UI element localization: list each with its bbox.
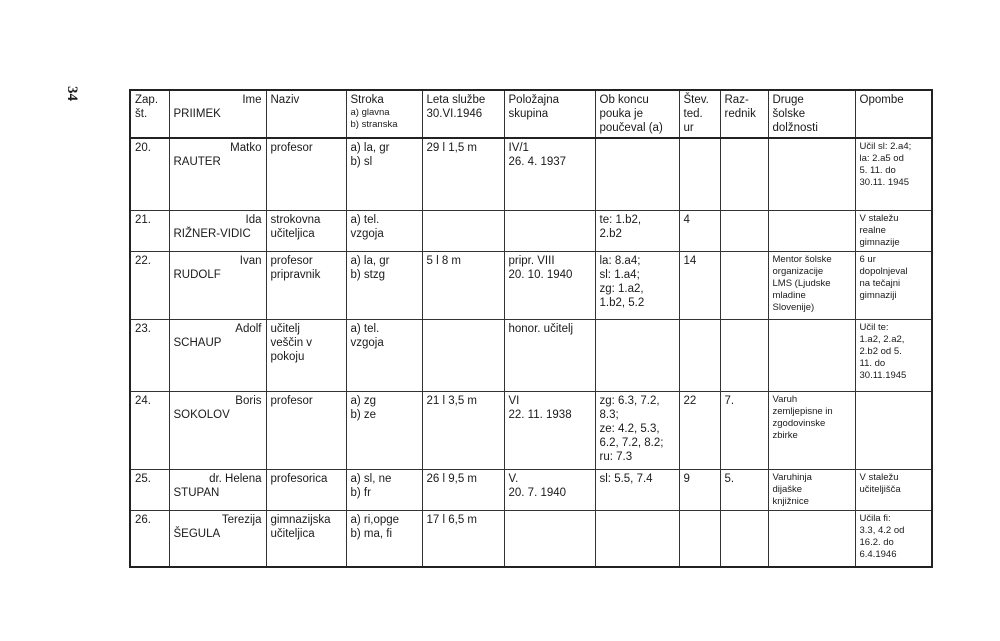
duty-line: knjižnice — [772, 495, 809, 507]
title-line: učiteljica — [270, 227, 315, 240]
note-line: učiteljišča — [859, 483, 901, 495]
cell-name — [169, 510, 266, 567]
cell-group — [504, 251, 595, 319]
cell-field — [346, 319, 422, 391]
cell-duties — [768, 319, 855, 391]
cell-group — [504, 210, 595, 251]
table-row — [130, 469, 932, 510]
title-line: učitelj — [270, 322, 300, 335]
group-line: V. — [508, 472, 519, 485]
title-line: profesor — [270, 142, 313, 154]
header-group: Položajna skupina — [504, 90, 595, 138]
header-notes: Opombe — [855, 90, 932, 138]
duty-line: organizacije — [772, 265, 824, 277]
cell-field — [346, 469, 422, 510]
cell-classteacher — [720, 510, 768, 567]
taught-line: la: 8.a4; — [599, 254, 641, 267]
cell-name — [169, 319, 266, 391]
group-line: VI — [508, 394, 520, 407]
cell-notes — [855, 319, 932, 391]
group-line: 22. 11. 1938 — [508, 408, 572, 421]
cell-title — [266, 469, 346, 510]
cell-taught — [595, 319, 679, 391]
note-line: 16.2. do — [859, 536, 894, 548]
cell-service: 29 l 1,5 m — [422, 138, 504, 210]
field-line: a) la, gr — [350, 254, 390, 267]
group-line: 20. 10. 1940 — [508, 268, 573, 281]
cell-classteacher — [720, 319, 768, 391]
first-name: Boris — [235, 394, 262, 407]
cell-duties — [768, 210, 855, 251]
duty-line: Varuhinja — [772, 471, 812, 483]
first-name: dr. Helena — [209, 472, 262, 485]
cell-hours: 9 — [679, 469, 720, 510]
group-line: honor. učitelj — [508, 322, 574, 335]
duty-line: mladine — [772, 289, 806, 301]
cell-field — [346, 138, 422, 210]
table-row — [130, 138, 932, 210]
note-line: Učil te: — [859, 321, 889, 333]
taught-line: te: 1.b2, — [599, 213, 642, 226]
cell-num: 22. — [130, 251, 169, 319]
header-field: Stroka a) glavna b) stranska — [346, 90, 422, 138]
note-line: 11. do — [859, 357, 886, 369]
first-name: Terezija — [221, 513, 262, 526]
table-row — [130, 319, 932, 391]
taught-line: ze: 4.2, 5.3, — [599, 422, 660, 435]
cell-service: 5 l 8 m — [422, 251, 504, 319]
cell-notes — [855, 391, 932, 469]
field-line: a) sl, ne — [350, 472, 392, 485]
group-line: 20. 7. 1940 — [508, 486, 567, 499]
note-line: V staležu — [859, 212, 899, 224]
note-line: 30.11.1945 — [859, 369, 907, 381]
cell-hours: 22 — [679, 391, 720, 469]
cell-group — [504, 319, 595, 391]
field-line: b) sl — [350, 156, 373, 168]
cell-service: 17 l 6,5 m — [422, 510, 504, 567]
cell-hours: 4 — [679, 210, 720, 251]
cell-service: 26 l 9,5 m — [422, 469, 504, 510]
header-service: Leta službe 30.VI.1946 — [422, 90, 504, 138]
note-line: 6.4.1946 — [859, 548, 897, 560]
table-row — [130, 251, 932, 319]
last-name: RUDOLF — [173, 268, 221, 281]
note-line: 3.3, 4.2 od — [859, 524, 905, 536]
page-number: 34 — [64, 86, 80, 101]
cell-classteacher — [720, 210, 768, 251]
note-line: realne — [859, 224, 886, 236]
taught-line: 6.2, 7.2, 8.2; — [599, 436, 664, 449]
cell-group — [504, 391, 595, 469]
group-line: pripr. VIII — [508, 254, 555, 267]
field-line: vzgoja — [350, 336, 384, 349]
field-line: b) fr — [350, 486, 371, 499]
cell-field — [346, 210, 422, 251]
cell-num: 24. — [130, 391, 169, 469]
table-row — [130, 210, 932, 251]
note-line: dopolnjeval — [859, 265, 908, 277]
title-line: veščin v — [270, 336, 313, 349]
cell-field — [346, 251, 422, 319]
last-name: RAUTER — [173, 156, 221, 168]
cell-taught — [595, 138, 679, 210]
field-line: b) ma, fi — [350, 527, 393, 540]
cell-duties — [768, 469, 855, 510]
first-name: Matko — [230, 142, 262, 154]
duty-line: zbirke — [772, 429, 798, 441]
group-line: IV/1 — [508, 142, 529, 154]
cell-duties — [768, 391, 855, 469]
header-hours: Štev. ted. ur — [679, 90, 720, 138]
cell-duties — [768, 510, 855, 567]
field-line: a) la, gr — [350, 142, 390, 154]
field-line: b) stzg — [350, 268, 386, 281]
cell-name — [169, 391, 266, 469]
cell-title — [266, 210, 346, 251]
cell-field — [346, 391, 422, 469]
cell-notes — [855, 469, 932, 510]
note-line: na tečajni — [859, 277, 901, 289]
note-line: 5. 11. do — [859, 165, 896, 176]
cell-taught — [595, 469, 679, 510]
cell-notes — [855, 210, 932, 251]
first-name: Adolf — [235, 322, 262, 335]
duty-line: LMS (Ljudske — [772, 277, 831, 289]
cell-taught — [595, 510, 679, 567]
cell-taught — [595, 251, 679, 319]
cell-hours: 14 — [679, 251, 720, 319]
cell-group — [504, 510, 595, 567]
cell-taught — [595, 210, 679, 251]
field-line: vzgoja — [350, 227, 384, 240]
last-name: STUPAN — [173, 486, 220, 499]
taught-line: 2.b2 — [599, 227, 622, 240]
staff-register-table — [129, 89, 933, 568]
cell-hours — [679, 138, 720, 210]
cell-hours — [679, 510, 720, 567]
duty-line: Mentor šolske — [772, 253, 832, 265]
note-line: gimnaziji — [859, 289, 897, 301]
taught-line: ru: 7.3 — [599, 450, 633, 463]
cell-name — [169, 251, 266, 319]
note-line: 1.a2, 2.a2, — [859, 333, 905, 345]
first-name: Ida — [245, 213, 262, 226]
cell-classteacher: 7. — [720, 391, 768, 469]
duty-line: zgodovinske — [772, 417, 826, 429]
cell-num: 25. — [130, 469, 169, 510]
last-name: SOKOLOV — [173, 408, 230, 421]
duty-line: dijaške — [772, 483, 803, 495]
title-line: strokovna — [270, 213, 321, 226]
table-row — [130, 391, 932, 469]
taught-line: sl: 1.a4; — [599, 268, 640, 281]
title-line: profesor — [270, 394, 313, 407]
cell-notes — [855, 138, 932, 210]
table-body — [130, 138, 932, 567]
field-line: b) ze — [350, 408, 377, 421]
cell-group — [504, 138, 595, 210]
header-title: Naziv — [266, 90, 346, 138]
header-taught: Ob koncu pouka je poučeval (a) — [595, 90, 679, 138]
cell-num: 21. — [130, 210, 169, 251]
table-header — [130, 90, 932, 138]
cell-title — [266, 510, 346, 567]
cell-notes — [855, 510, 932, 567]
cell-taught — [595, 391, 679, 469]
cell-hours — [679, 319, 720, 391]
cell-group — [504, 469, 595, 510]
cell-duties — [768, 251, 855, 319]
duty-line: zemljepisne in — [772, 405, 833, 417]
field-line: a) tel. — [350, 322, 380, 335]
header-num: Zap. št. — [130, 90, 169, 138]
duty-line: Slovenije) — [772, 301, 815, 313]
last-name: SCHAUP — [173, 336, 222, 349]
title-line: učiteljica — [270, 527, 315, 540]
cell-num: 26. — [130, 510, 169, 567]
cell-service: 21 l 3,5 m — [422, 391, 504, 469]
cell-service — [422, 319, 504, 391]
title-line: pokoju — [270, 350, 305, 363]
title-line: profesorica — [270, 472, 328, 485]
cell-title — [266, 251, 346, 319]
title-line: profesor — [270, 254, 313, 267]
field-line: a) ri,opge — [350, 513, 400, 526]
note-line: Učila fi: — [859, 512, 891, 524]
note-line: 2.b2 od 5. — [859, 345, 902, 357]
cell-classteacher — [720, 138, 768, 210]
cell-name — [169, 469, 266, 510]
taught-line: sl: 5.5, 7.4 — [599, 472, 653, 485]
cell-name — [169, 210, 266, 251]
header-name: Ime PRIIMEK — [169, 90, 266, 138]
cell-classteacher: 5. — [720, 469, 768, 510]
group-line: 26. 4. 1937 — [508, 156, 567, 168]
note-line: la: 2.a5 od — [859, 153, 904, 164]
cell-field — [346, 510, 422, 567]
cell-num: 23. — [130, 319, 169, 391]
cell-title — [266, 391, 346, 469]
cell-duties — [768, 138, 855, 210]
cell-title — [266, 138, 346, 210]
field-line: a) zg — [350, 394, 377, 407]
header-classteacher: Raz- rednik — [720, 90, 768, 138]
last-name: RIŽNER-VIDIC — [173, 227, 251, 240]
note-line: V staležu — [859, 471, 899, 483]
cell-name — [169, 138, 266, 210]
cell-notes — [855, 251, 932, 319]
table-row — [130, 510, 932, 567]
header-duties: Druge šolske dolžnosti — [768, 90, 855, 138]
field-line: a) tel. — [350, 213, 380, 226]
taught-line: 1.b2, 5.2 — [599, 296, 645, 309]
cell-title — [266, 319, 346, 391]
taught-line: zg: 6.3, 7.2, — [599, 394, 660, 407]
note-line: gimnazije — [859, 236, 900, 248]
cell-classteacher — [720, 251, 768, 319]
duty-line: Varuh — [772, 393, 798, 405]
taught-line: zg: 1.a2, — [599, 282, 644, 295]
cell-num: 20. — [130, 138, 169, 210]
note-line: 30.11. 1945 — [859, 177, 909, 188]
note-line: Učil sl: 2.a4; — [859, 141, 912, 152]
taught-line: 8.3; — [599, 408, 619, 421]
first-name: Ivan — [239, 254, 262, 267]
cell-service — [422, 210, 504, 251]
note-line: 6 ur — [859, 253, 876, 265]
last-name: ŠEGULA — [173, 527, 221, 540]
title-line: pripravnik — [270, 268, 321, 281]
title-line: gimnazijska — [270, 513, 331, 526]
